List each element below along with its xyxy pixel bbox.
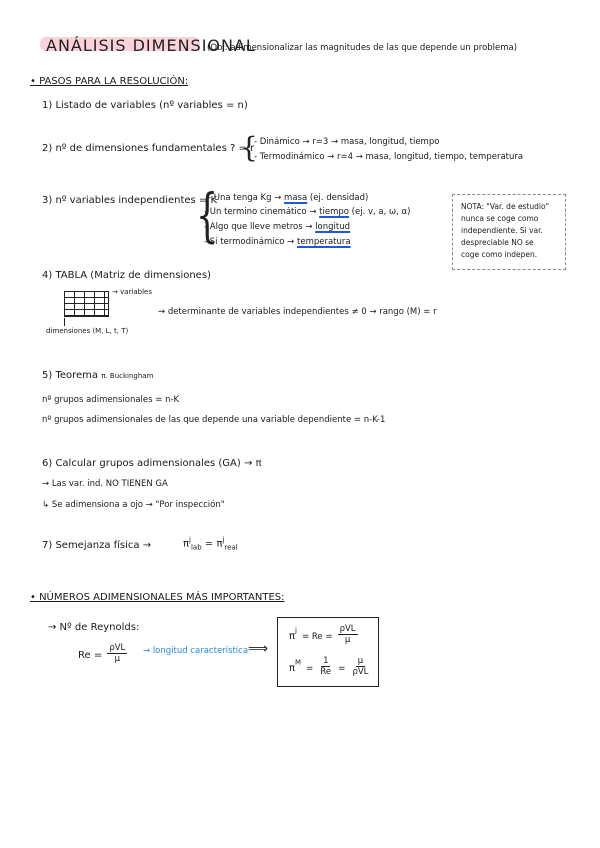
title-objective: (Obj: adimensionalizar las magnitudes de las que depende un problema) bbox=[207, 43, 518, 53]
step-7-eq: = bbox=[204, 538, 214, 550]
step-6-line-2: ↳ Se adimensiona a ojo → "Por inspección" bbox=[42, 500, 225, 510]
step-3-a bbox=[208, 193, 368, 203]
step-2-brace: { bbox=[240, 131, 258, 164]
step-7-lhs-sup: j bbox=[189, 536, 191, 544]
note-line: coge como indepen. bbox=[461, 250, 538, 259]
step-7-rhs-pi: π bbox=[216, 538, 223, 550]
numeros-heading: • NÚMEROS ADIMENSIONALES MÁS IMPORTANTES: bbox=[30, 592, 285, 603]
numeros-heading-text: NÚMEROS ADIMENSIONALES MÁS IMPORTANTES: bbox=[39, 592, 285, 603]
step-2-label: 2) nº de dimensiones fundamentales ? = r bbox=[42, 143, 255, 154]
step-4-rule: ⇝ determinante de variables independientes ≠ 0 → rango (M) = r bbox=[158, 307, 437, 317]
step-7-lhs-sub: lab bbox=[190, 543, 202, 552]
result-2-eq2: = bbox=[338, 664, 346, 674]
step-3-d-key: temperatura bbox=[297, 237, 351, 247]
result-line-2 bbox=[289, 656, 370, 677]
step-1: 1) Listado de variables (nº variables = n) bbox=[42, 100, 248, 111]
result-2b-numerator: μ bbox=[357, 656, 364, 666]
step-3-d bbox=[204, 237, 351, 247]
step-3-d-pre: - Si termodinámico → bbox=[204, 237, 295, 247]
matrix-variables-label: → variables bbox=[112, 288, 152, 296]
result-2-pi: π bbox=[289, 663, 296, 674]
result-1-fraction bbox=[338, 624, 358, 645]
step-3-b bbox=[204, 207, 410, 217]
pasos-heading: • PASOS PARA LA RESOLUCIÓN: bbox=[30, 76, 189, 87]
note-line: independiente. Si var. bbox=[461, 226, 543, 235]
step-5-line-1: nº grupos adimensionales = n-K bbox=[42, 395, 180, 405]
implies-arrow: ⟹ bbox=[248, 641, 269, 657]
result-2-sup: M bbox=[295, 658, 302, 667]
step-3-c-key: longitud bbox=[315, 222, 351, 232]
step-7-lhs-pi: π bbox=[183, 538, 190, 550]
note-box bbox=[452, 194, 566, 270]
re-fraction bbox=[107, 643, 127, 664]
pasos-heading-text: PASOS PARA LA RESOLUCIÓN: bbox=[39, 76, 189, 87]
step-3-c bbox=[204, 222, 350, 232]
reynolds-note: → longitud característica bbox=[143, 646, 249, 656]
result-2a-numerator: 1 bbox=[323, 656, 329, 666]
result-1-pi: π bbox=[289, 631, 296, 642]
result-line-1 bbox=[289, 624, 358, 645]
matrix-dimensions-label: dimensiones (M, L, t, T) bbox=[46, 327, 129, 335]
result-2a-denominator: Re bbox=[320, 667, 332, 677]
step-5-label bbox=[42, 370, 153, 381]
step-3-b-post: (ej. v, a, ω, α) bbox=[351, 207, 411, 217]
step-3-a-pre: - Una tenga Kg → bbox=[208, 193, 282, 203]
reynolds-title: → Nº de Reynolds: bbox=[48, 622, 140, 633]
reynolds-formula bbox=[78, 643, 127, 664]
step-7-rhs-sub: real bbox=[224, 543, 238, 552]
step-7-label: 7) Semejanza física → bbox=[42, 540, 152, 551]
step-5-line-2: nº grupos adimensionales de las que depende una variable dependiente = n-K-1 bbox=[42, 415, 386, 425]
step-5-pi: π. Buckingham bbox=[101, 372, 154, 380]
result-2-eq: = bbox=[306, 664, 314, 674]
matrix-dims-arrow bbox=[64, 318, 65, 326]
step-7-rhs-sup: j bbox=[222, 536, 225, 544]
step-3-a-post: (ej. densidad) bbox=[309, 193, 369, 203]
step-3-a-key: masa bbox=[284, 193, 308, 203]
step-3-brace: { bbox=[196, 181, 219, 249]
step-7-equation bbox=[183, 536, 238, 551]
step-2-dinamico: - Dinámico → r=3 → masa, longitud, tiempo bbox=[254, 137, 440, 147]
step-3-label: 3) nº variables independientes = K bbox=[42, 195, 218, 206]
re-label: Re = bbox=[78, 650, 103, 661]
note-line: nunca se coge como bbox=[461, 214, 539, 223]
dimension-matrix-grid bbox=[64, 291, 109, 317]
result-1-eq: = Re = bbox=[302, 632, 333, 642]
note-line: NOTA: "Var. de estudio" bbox=[461, 202, 550, 211]
result-1-numerator: ρVL bbox=[339, 624, 356, 634]
step-3-b-key: tiempo bbox=[319, 207, 349, 217]
page-title: ANÁLISIS DIMENSIONAL bbox=[46, 36, 256, 55]
result-2b-denominator: ρVL bbox=[352, 667, 369, 677]
step-5-label-text: 5) Teorema bbox=[42, 370, 99, 381]
step-4-label: 4) TABLA (Matriz de dimensiones) bbox=[42, 270, 211, 281]
result-1-denominator: μ bbox=[344, 635, 351, 645]
step-3-b-pre: - Un termino cinemático → bbox=[204, 207, 317, 217]
step-6-label: 6) Calcular grupos adimensionales (GA) → π bbox=[42, 458, 262, 469]
re-numerator: ρVL bbox=[109, 643, 126, 653]
result-1-sup: j bbox=[295, 626, 297, 635]
step-3-c-pre: - Algo que lleve metros → bbox=[204, 222, 313, 232]
step-2-termodinamico: - Termodinámico → r=4 → masa, longitud, tiempo, temperatura bbox=[254, 152, 524, 162]
note-line: despreciable NO se bbox=[461, 238, 534, 247]
result-2-fraction-b bbox=[350, 656, 370, 677]
re-denominator: μ bbox=[114, 654, 120, 664]
result-2-fraction-a bbox=[318, 656, 333, 677]
step-6-line-1: → Las var. ind. NO TIENEN GA bbox=[42, 479, 168, 489]
